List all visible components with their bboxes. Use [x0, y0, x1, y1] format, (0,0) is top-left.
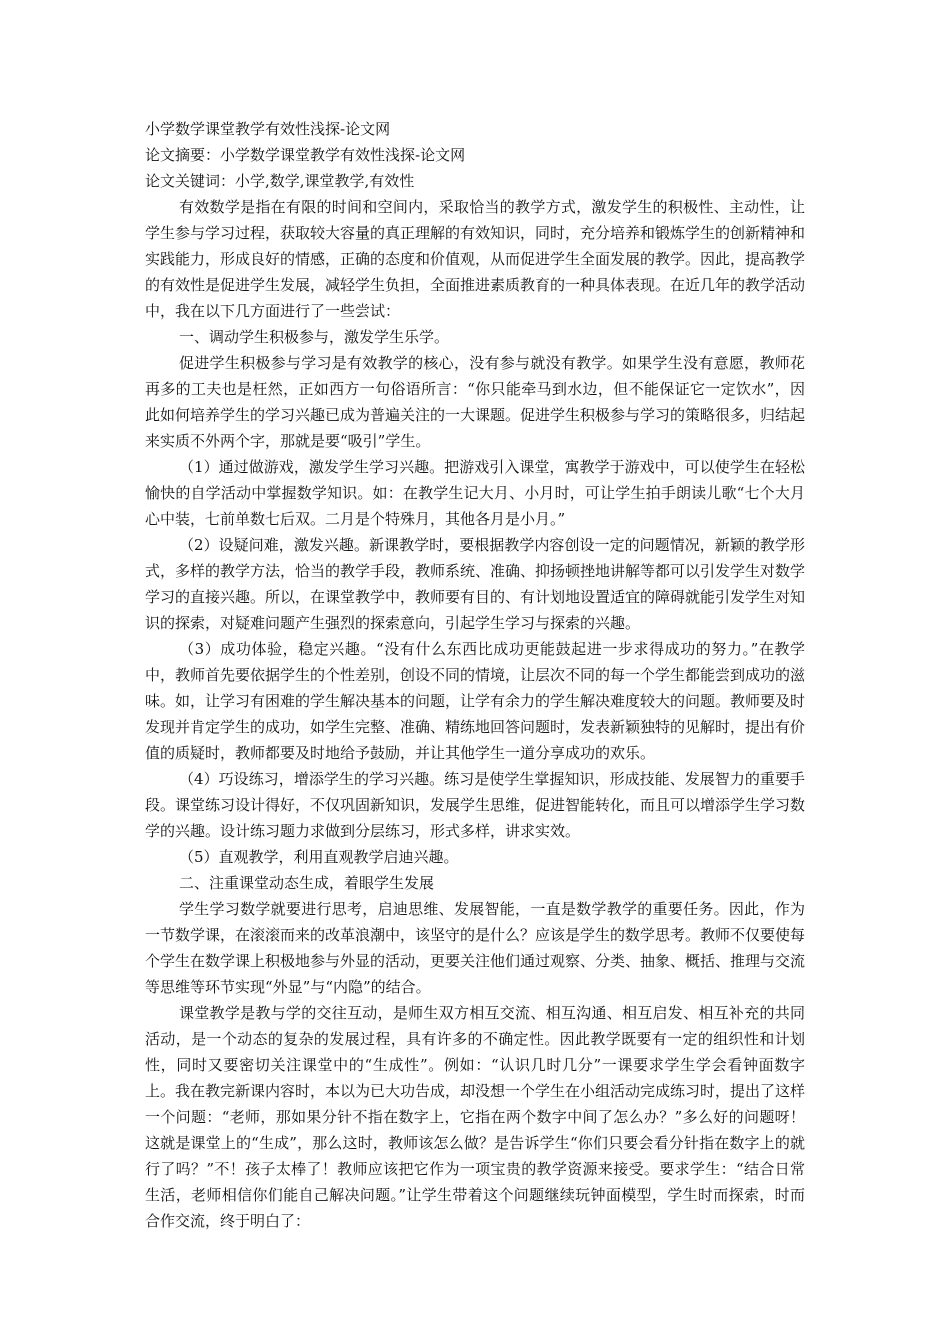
abstract-line: 论文摘要：小学数学课堂教学有效性浅探-论文网	[145, 146, 466, 164]
section-heading-2: 二、注重课堂动态生成，着眼学生发展	[179, 874, 435, 892]
document-page	[145, 116, 805, 1234]
document-title: 小学数学课堂教学有效性浅探-论文网	[145, 120, 391, 138]
list-item-2: （2）设疑问难，激发兴趣。新课教学时，要根据教学内容创设一定的问题情况，新颖的教学形式，多样的教学方法，恰当的教学手段，教师系统、准确、抑扬顿挫地讲解等都可以引发学生对数学学习的直接兴趣。所以，在课堂教学中，教师要有目的、有计划地设置适宜的障碍就能引发学生对知识的探索，对疑难问题产生强烈的探索意向，引起学生学习与探索的兴趣。	[145, 536, 806, 632]
body-paragraph: 学生学习数学就要进行思考，启迪思维、发展智能，一直是数学教学的重要任务。因此，作为一节数学课，在滚滚而来的改革浪潮中，该坚守的是什么？应该是学生的数学思考。教师不仅要使每个学生在数学课上积极地参与外显的活动，更要关注他们通过观察、分类、抽象、概括、推理与交流等思维等环节实现“外显”与“内隐”的结合。	[145, 900, 806, 996]
intro-paragraph: 有效数学是指在有限的时间和空间内，采取恰当的教学方式，激发学生的积极性、主动性，让学生参与学习过程，获取较大容量的真正理解的有效知识，同时，充分培养和锻炼学生的创新精神和实践能力，形成良好的情感，正确的态度和价值观，从而促进学生全面发展的教学。因此，提高教学的有效性是促进学生发展，减轻学生负担，全面推进素质教育的一种具体表现。在近几年的教学活动中，我在以下几方面进行了一些尝试：	[145, 198, 806, 320]
body-paragraph: 促进学生积极参与学习是有效教学的核心，没有参与就没有教学。如果学生没有意愿，教师花再多的工夫也是枉然，正如西方一句俗语所言：“你只能牵马到水边，但不能保证它一定饮水”，因此如何培养学生的学习兴趣已成为普遍关注的一大课题。促进学生积极参与学习的策略很多，归结起来实质不外两个字，那就是要“吸引”学生。	[145, 354, 806, 450]
keywords-line: 论文关键词：小学,数学,课堂教学,有效性	[145, 172, 415, 190]
list-item-1: （1）通过做游戏，激发学生学习兴趣。把游戏引入课堂，寓教学于游戏中，可以使学生在轻松愉快的自学活动中掌握数学知识。如：在教学生记大月、小月时，可让学生拍手朗读儿歌“七个大月心中装，七前单数七后双。二月是个特殊月，其他各月是小月。”	[145, 458, 805, 528]
section-heading-1: 一、调动学生积极参与，激发学生乐学。	[179, 328, 450, 346]
list-item-5: （5）直观教学，利用直观教学启迪兴趣。	[179, 848, 459, 866]
body-paragraph: 课堂教学是教与学的交往互动，是师生双方相互交流、相互沟通、相互启发、相互补充的共同活动，是一个动态的复杂的发展过程，具有许多的不确定性。因此教学既要有一定的组织性和计划性，同时又要密切关注课堂中的“生成性”。例如：“认识几时几分”一课要求学生学会看钟面数字上。我在教完新课内容时，本以为已大功告成，却没想一个学生在小组活动完成练习时，提出了这样一个问题：“老师，那如果分针不指在数字上，它指在两个数字中间了怎么办？”多么好的问题呀！这就是课堂上的“生成”，那么这时，教师该怎么做？是告诉学生“你们只要会看分针指在数字上的就行了吗？”不！孩子太棒了！教师应该把它作为一项宝贵的教学资源来接受。要求学生：“结合日常生活，老师相信你们能自己解决问题。”让学生带着这个问题继续玩钟面模型，学生时而探索，时而合作交流，终于明白了：	[145, 1004, 806, 1230]
list-item-4: （4）巧设练习，增添学生的学习兴趣。练习是使学生掌握知识，形成技能、发展智力的重要手段。课堂练习设计得好，不仅巩固新知识，发展学生思维，促进智能转化，而且可以增添学生学习数学的兴趣。设计练习题力求做到分层练习，形式多样，讲求实效。	[145, 770, 806, 840]
list-item-3: （3）成功体验，稳定兴趣。“没有什么东西比成功更能鼓起进一步求得成功的努力。”在教学中，教师首先要依据学生的个性差别，创设不同的情境，让层次不同的每一个学生都能尝到成功的滋味。如，让学习有困难的学生解决基本的问题，让学有余力的学生解决难度较大的问题。教师要及时发现并肯定学生的成功，如学生完整、准确、精练地回答问题时，发表新颖独特的见解时，提出有价值的质疑时，教师都要及时地给予鼓励，并让其他学生一道分享成功的欢乐。	[145, 640, 806, 762]
